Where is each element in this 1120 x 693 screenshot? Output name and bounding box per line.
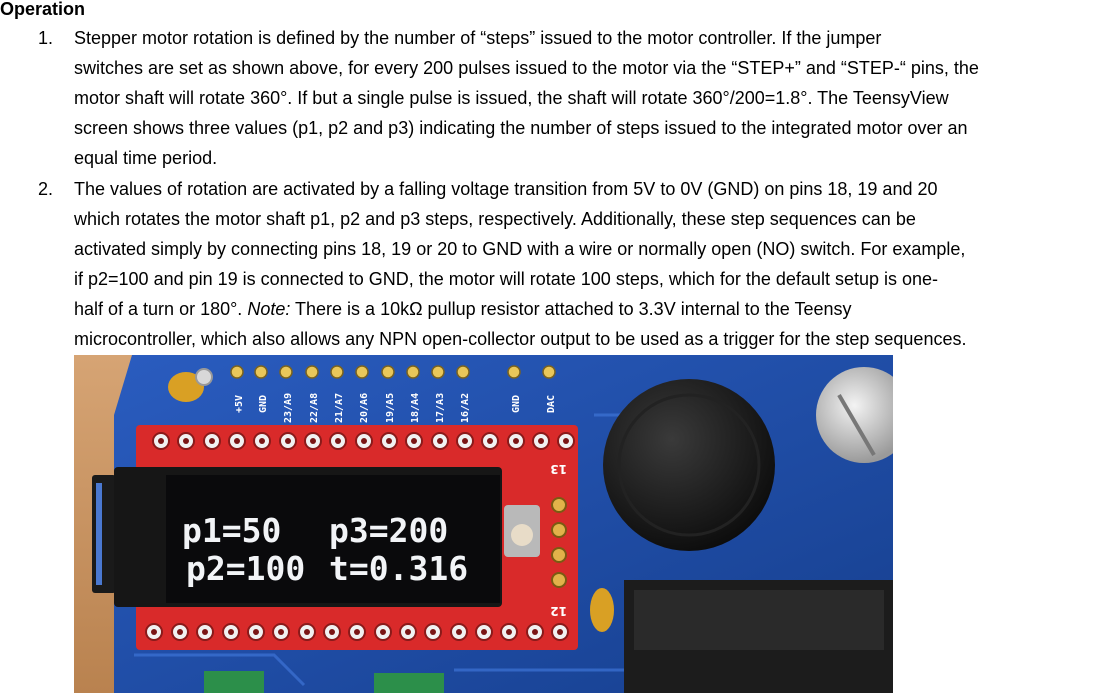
pin-label: DAC [546, 394, 557, 413]
pin-label: GND [258, 394, 269, 413]
list-number: 1. [38, 28, 54, 48]
text-line: if p2=100 and pin 19 is connected to GND, the motor will rotate 100 steps, which for the default setup is one- [74, 269, 938, 289]
list-item-text [74, 23, 1120, 173]
pin-label: 17/A3 [435, 392, 446, 423]
text-line: motor shaft will rotate 360°. If but a single pulse is issued, the shaft will rotate 360°/200=1.8°. The TeensyView [74, 88, 949, 108]
pin-label: GND [511, 394, 522, 413]
board-label: 13 [550, 462, 567, 476]
pin-label: 23/A9 [283, 392, 294, 423]
board-label: 12 [550, 604, 567, 618]
oled-p2: p2=100 [186, 549, 306, 588]
red-board-pins-bottom [146, 624, 568, 640]
oled-p1: p1=50 [182, 511, 282, 550]
text-line: equal time period. [74, 148, 218, 168]
text-line: The values of rotation are activated by a falling voltage transition from 5V to 0V (GND) on pins 18, 19 and 20 [74, 179, 938, 199]
note-text: There is a 10kΩ pullup resistor attached to 3.3V internal to the Teensy [290, 299, 852, 319]
text-line: activated simply by connecting pins 18, 19 or 20 to GND with a wire or normally open (NO) switch. For example, [74, 239, 966, 259]
text-line: screen shows three values (p1, p2 and p3) indicating the number of steps issued to the integrated motor over an [74, 118, 968, 138]
pin-label: 21/A7 [334, 392, 345, 423]
oled-p3: p3=200 [329, 511, 449, 550]
note-label: Note: [247, 299, 291, 319]
text-line: Stepper motor rotation is defined by the number of “steps” issued to the motor controller. If the jumper [74, 28, 882, 48]
text-line: microcontroller, which also allows any NPN open-collector output to be used as a trigger for the step sequences. [74, 329, 967, 349]
text-line-with-note [74, 294, 1120, 324]
text-fragment: half of a turn or 180°. [74, 299, 243, 319]
pin-label: 16/A2 [460, 392, 471, 423]
red-board-pins-top [153, 433, 574, 449]
section-heading: Operation [0, 0, 86, 19]
pin-label: +5V [234, 394, 245, 413]
board-illustration [74, 355, 893, 693]
pin-label: 22/A8 [309, 392, 320, 423]
oled-t: t=0.316 [329, 549, 469, 588]
knob-icon [603, 379, 775, 551]
list-item-text [74, 174, 1120, 354]
board-photo [74, 355, 893, 693]
pin-label: 19/A5 [385, 392, 396, 423]
text-line: which rotates the motor shaft p1, p2 and p3 steps, respectively. Additionally, these step sequences can be [74, 209, 916, 229]
list-number: 2. [38, 179, 54, 199]
text-line: switches are set as shown above, for every 200 pulses issued to the motor via the “STEP+” and “STEP-“ pins, the [74, 58, 979, 78]
pin-label: 18/A4 [410, 392, 421, 423]
pin-label: 20/A6 [359, 392, 370, 423]
